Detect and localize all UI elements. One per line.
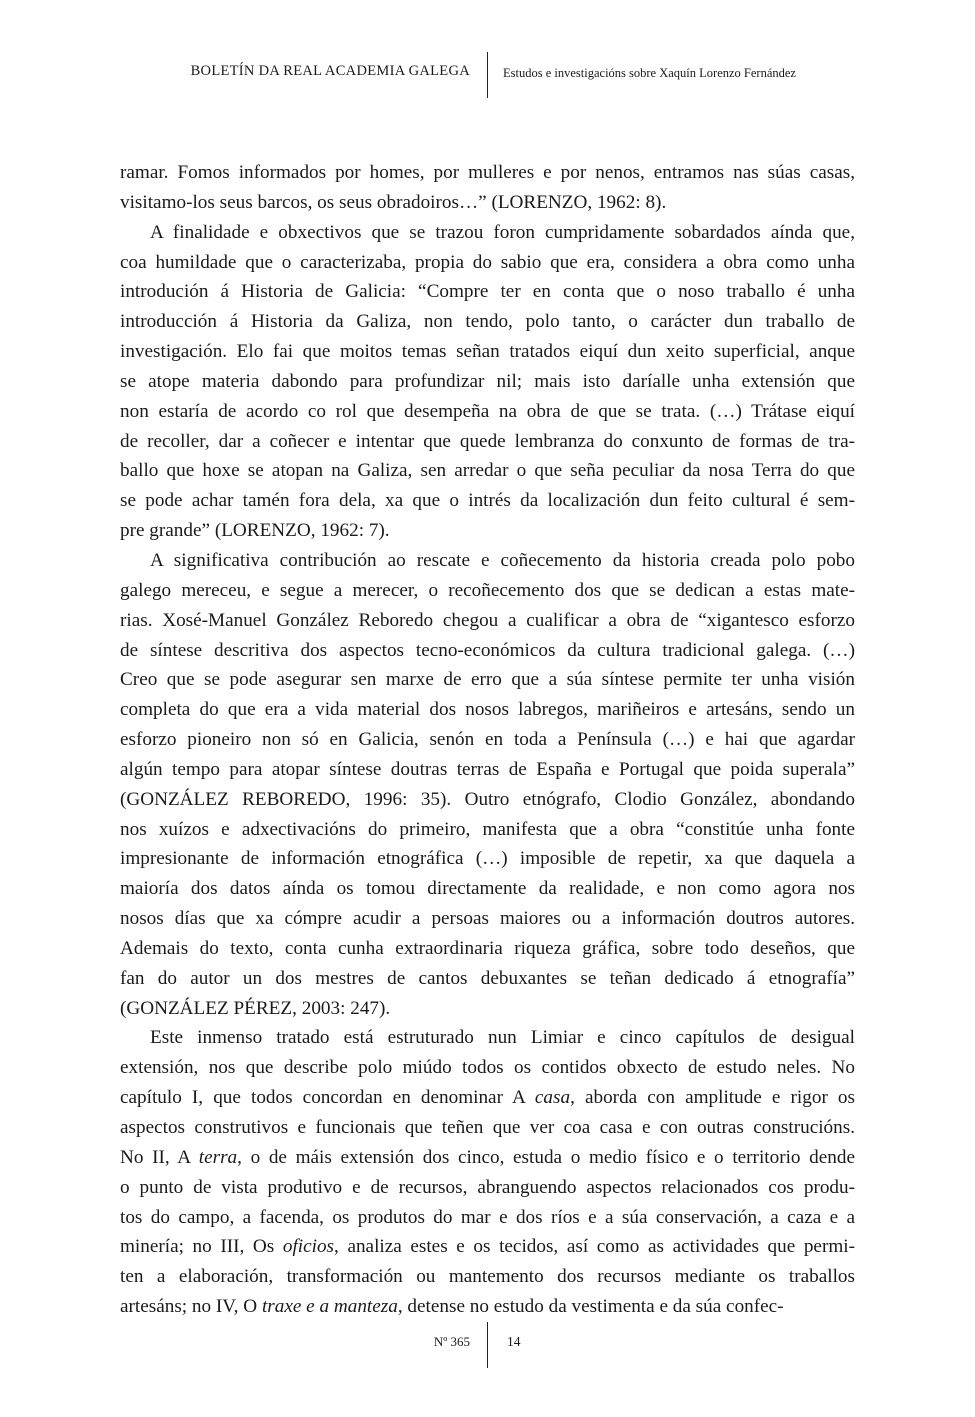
text-segment: extensión, nos que describe polo miúdo todos os contidos obxecto de estudo neles. No xyxy=(120,1057,855,1079)
text-segment: (GONZÁLEZ REBOREDO, 1996: 35). Outro etnógrafo, Clodio González, abondando xyxy=(120,788,855,810)
text-line xyxy=(120,785,855,815)
text-segment: impresionante de información etnográfica (…) imposible de repetir, xa que daquela a xyxy=(120,848,855,870)
text-segment: investigación. Elo fai que moitos temas señan tratados eiquí dun xeito superficial, anque xyxy=(120,341,855,363)
text-line xyxy=(120,456,855,486)
text-segment: de síntese descritiva dos aspectos tecno-económicos da cultura tradicional galega. (…) xyxy=(120,639,855,661)
article-body xyxy=(120,158,855,1322)
text-line xyxy=(120,665,855,695)
text-line xyxy=(120,1083,855,1113)
text-line xyxy=(120,546,855,576)
text-line xyxy=(120,844,855,874)
text-segment: , o de máis extensión dos cinco, estuda o medio físico e o territorio dende xyxy=(237,1146,855,1168)
header-divider xyxy=(487,52,488,98)
text-segment: , analiza estes e os tecidos, así como as actividades que permi- xyxy=(334,1236,855,1258)
text-segment: o punto de vista produtivo e de recursos, abranguendo aspectos relacionados cos produ- xyxy=(120,1176,855,1198)
text-line xyxy=(120,1023,855,1053)
text-line xyxy=(120,695,855,725)
text-segment: A significativa contribución ao rescate e coñecemento da historia creada polo pobo xyxy=(150,549,855,571)
text-line xyxy=(120,158,855,188)
text-line xyxy=(120,725,855,755)
text-line xyxy=(120,218,855,248)
text-line xyxy=(120,994,855,1024)
text-segment: tos do campo, a facenda, os produtos do mar e dos ríos e a súa conservación, a caza e a xyxy=(120,1206,855,1228)
issue-number: Nº 365 xyxy=(433,1334,470,1349)
text-line xyxy=(120,427,855,457)
text-line xyxy=(120,1113,855,1143)
text-segment: galego mereceu, e segue a merecer, o recoñecemento dos que se dedican a estas mate- xyxy=(120,579,855,601)
text-segment: se atope materia dabondo para profundizar nil; mais isto daríalle unha extensión que xyxy=(120,370,855,392)
text-segment: pre grande” (LORENZO, 1962: 7). xyxy=(120,520,390,542)
text-segment: Este inmenso tratado está estruturado nun Limiar e cinco capítulos de desigual xyxy=(150,1027,855,1049)
text-line xyxy=(120,486,855,516)
text-line xyxy=(120,1292,855,1322)
text-segment: de recoller, dar a coñecer e intentar que quede lembranza do conxunto de formas de tra- xyxy=(120,430,855,452)
text-line xyxy=(120,367,855,397)
text-segment: A finalidade e obxectivos que se trazou foron cumpridamente sobardados aínda que, xyxy=(150,221,855,243)
text-line xyxy=(120,188,855,218)
italic-title: oficios xyxy=(282,1236,335,1258)
text-segment: fan do autor un dos mestres de cantos debuxantes se teñan dedicado á etnografía” xyxy=(120,967,855,989)
italic-title: casa xyxy=(534,1087,571,1109)
text-segment: introdución á Historia de Galicia: “Compre ter en conta que o noso traballo é unha xyxy=(120,281,855,303)
text-segment: visitamo-los seus barcos, os seus obradoiros…” (LORENZO, 1962: 8). xyxy=(120,191,667,213)
text-segment: capítulo I, que todos concordan en denominar A xyxy=(120,1087,535,1109)
text-segment: coa humildade que o caracterizaba, propia do sabio que era, considera a obra como unha xyxy=(120,251,855,273)
text-segment: minería; no III, Os xyxy=(120,1236,283,1258)
text-segment: artesáns; no IV, O xyxy=(120,1296,262,1318)
text-line xyxy=(120,815,855,845)
text-line xyxy=(120,874,855,904)
text-segment: , detense no estudo da vestimenta e da súa confec- xyxy=(397,1296,784,1318)
text-segment: (GONZÁLEZ PÉREZ, 2003: 247). xyxy=(120,997,391,1019)
text-segment: Ademais do texto, conta cunha extraordinaria riqueza gráfica, sobre todo deseños, que xyxy=(120,937,855,959)
page-number: 14 xyxy=(507,1334,521,1349)
paragraph xyxy=(120,158,855,218)
text-segment: se pode achar tamén fora dela, xa que o intrés da localización dun feito cultural é sem- xyxy=(120,490,855,512)
italic-title: traxe e a manteza xyxy=(261,1296,398,1318)
section-title: Estudos e investigacións sobre Xaquín Lorenzo Fernández xyxy=(503,66,796,80)
text-line xyxy=(120,606,855,636)
text-line xyxy=(120,1143,855,1173)
text-line xyxy=(120,397,855,427)
text-segment: ten a elaboración, transformación ou mantemento dos recursos mediante os traballos xyxy=(120,1266,855,1288)
text-segment: esforzo pioneiro non só en Galicia, senón en toda a Península (…) e hai que agardar xyxy=(120,729,855,751)
text-line xyxy=(120,516,855,546)
text-line xyxy=(120,1173,855,1203)
text-line xyxy=(120,964,855,994)
text-line xyxy=(120,1232,855,1262)
text-segment: ballo que hoxe se atopan na Galiza, sen arredar o que seña peculiar da nosa Terra do que xyxy=(120,460,855,482)
text-line xyxy=(120,1203,855,1233)
text-segment: nos xuízos e adxectivacións do primeiro, manifesta que a obra “constitúe unha fonte xyxy=(120,818,855,840)
text-segment: nosos días que xa cómpre acudir a persoas maiores ou a información doutros autores. xyxy=(120,908,855,930)
text-segment: aspectos construtivos e funcionais que teñen que ver coa casa e con outras construcións. xyxy=(120,1117,855,1138)
text-segment: introducción á Historia da Galiza, non tendo, polo tanto, o carácter dun traballo de xyxy=(120,311,855,333)
text-line xyxy=(120,1262,855,1292)
text-segment: Creo que se pode asegurar sen marxe de erro que a súa síntese permite ter unha visión xyxy=(120,669,855,691)
journal-title: BOLETÍN DA REAL ACADEMIA GALEGA xyxy=(190,63,470,79)
text-segment: ramar. Fomos informados por homes, por mulleres e por nenos, entramos nas súas casas, xyxy=(120,162,855,183)
text-segment: completa do que era a vida material dos nosos labregos, mariñeiros e artesáns, sendo un xyxy=(120,699,855,721)
text-segment: non estaría de acordo co rol que desempeña na obra de que se trata. (…) Trátase eiquí xyxy=(120,400,855,422)
text-line xyxy=(120,576,855,606)
text-line xyxy=(120,1053,855,1083)
text-line xyxy=(120,248,855,278)
text-segment: algún tempo para atopar síntese doutras terras de España e Portugal que poida superala” xyxy=(120,758,855,780)
text-segment: No II, A xyxy=(120,1146,199,1168)
text-line xyxy=(120,337,855,367)
paragraph xyxy=(120,546,855,1024)
text-line xyxy=(120,636,855,666)
paragraph xyxy=(120,1023,855,1321)
text-segment: rias. Xosé-Manuel González Reboredo chegou a cualificar a obra de “xigantesco esforzo xyxy=(120,609,855,631)
text-line xyxy=(120,307,855,337)
text-line xyxy=(120,755,855,785)
text-line xyxy=(120,934,855,964)
text-segment: , aborda con amplitude e rigor os xyxy=(570,1087,855,1109)
text-line xyxy=(120,277,855,307)
paragraph xyxy=(120,218,855,546)
text-segment: maioría dos datos aínda os tomou directamente da realidade, e non como agora nos xyxy=(120,878,855,900)
footer-divider xyxy=(487,1322,488,1368)
text-line xyxy=(120,904,855,934)
italic-title: terra xyxy=(198,1146,238,1168)
